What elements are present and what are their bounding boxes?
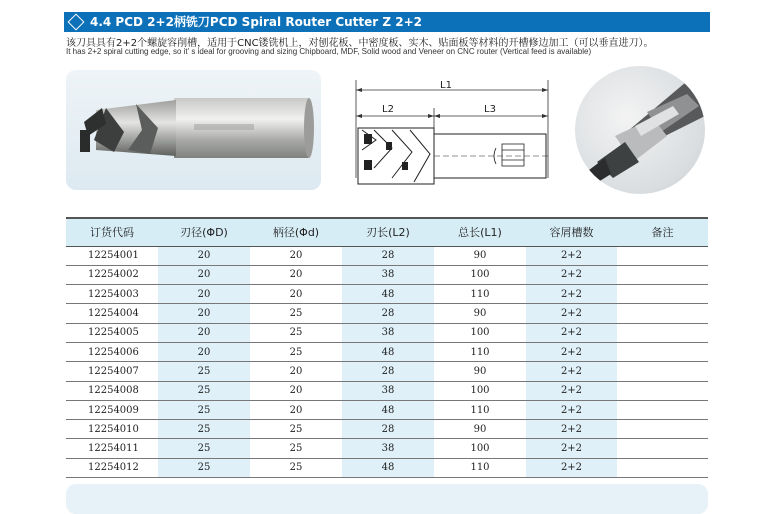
cutter-closeup-icon [575,66,705,194]
cell-order-code: 12254011 [66,439,158,458]
cell-flutes: 2+2 [526,400,617,419]
cell-overall-length: 100 [434,323,526,342]
table-row [66,420,708,439]
header-flutes: 容屑槽数 [526,218,617,246]
table-row [66,362,708,381]
cell-shank-diameter: 25 [250,420,342,439]
cell-cutting-diameter: 25 [158,400,250,419]
cell-remarks [617,458,708,477]
header-cutting-diameter: 刃径(ΦD) [158,218,250,246]
cell-order-code: 12254003 [66,285,158,304]
cell-shank-diameter: 20 [250,362,342,381]
description-en: It has 2+2 spiral cutting edge, so it’ s ideal for grooving and sizing Chipboard, MDF, Solid wood and Veneer on CNC router (Vertical feed is available) [66,47,592,56]
cell-overall-length: 100 [434,439,526,458]
router-cutter-icon [66,70,321,190]
cell-cutting-diameter: 20 [158,304,250,323]
header-overall-length: 总长(L1) [434,218,526,246]
table-row [66,304,708,323]
cell-order-code: 12254008 [66,381,158,400]
spec-table [66,217,708,478]
cell-cutting-diameter: 20 [158,285,250,304]
cell-cutting-length: 38 [342,265,434,284]
cell-order-code: 12254010 [66,420,158,439]
cell-shank-diameter: 25 [250,323,342,342]
header-shank-diameter: 柄径(Φd) [250,218,342,246]
cell-cutting-diameter: 25 [158,458,250,477]
cell-remarks [617,400,708,419]
cell-shank-diameter: 20 [250,400,342,419]
cell-flutes: 2+2 [526,420,617,439]
cell-cutting-length: 48 [342,400,434,419]
cell-flutes: 2+2 [526,458,617,477]
cell-order-code: 12254009 [66,400,158,419]
cell-shank-diameter: 20 [250,246,342,265]
product-closeup-photo [575,66,705,194]
product-photo [66,70,321,190]
cell-flutes: 2+2 [526,246,617,265]
cell-cutting-length: 38 [342,323,434,342]
cell-cutting-diameter: 25 [158,381,250,400]
cell-order-code: 12254001 [66,246,158,265]
cell-cutting-diameter: 20 [158,265,250,284]
table-row [66,246,708,265]
cell-overall-length: 110 [434,458,526,477]
technical-drawing [352,78,552,186]
header-remarks: 备注 [617,218,708,246]
cell-shank-diameter: 25 [250,458,342,477]
cell-flutes: 2+2 [526,381,617,400]
cell-order-code: 12254007 [66,362,158,381]
cell-order-code: 12254012 [66,458,158,477]
cell-cutting-diameter: 25 [158,439,250,458]
cell-remarks [617,285,708,304]
cell-remarks [617,342,708,361]
table-row [66,342,708,361]
cell-cutting-length: 28 [342,362,434,381]
cell-overall-length: 90 [434,246,526,265]
cell-overall-length: 110 [434,285,526,304]
cell-shank-diameter: 25 [250,342,342,361]
l3-label: L3 [484,104,496,115]
cell-remarks [617,439,708,458]
cell-cutting-length: 28 [342,246,434,265]
cell-overall-length: 90 [434,304,526,323]
cell-flutes: 2+2 [526,304,617,323]
cell-cutting-diameter: 20 [158,246,250,265]
cell-flutes: 2+2 [526,362,617,381]
cell-cutting-length: 48 [342,285,434,304]
cell-remarks [617,246,708,265]
table-row [66,439,708,458]
header-cutting-length: 刃长(L2) [342,218,434,246]
cell-remarks [617,381,708,400]
cell-cutting-length: 38 [342,381,434,400]
l2-label: L2 [382,104,394,115]
cell-cutting-diameter: 20 [158,323,250,342]
cell-cutting-diameter: 20 [158,342,250,361]
diamond-icon [68,14,85,31]
cell-shank-diameter: 25 [250,439,342,458]
cell-shank-diameter: 25 [250,304,342,323]
footer-panel [66,484,708,514]
table-row [66,265,708,284]
section-title: 4.4 PCD 2+2柄铣刀PCD Spiral Router Cutter Z 2+2 [90,15,423,29]
cell-overall-length: 110 [434,400,526,419]
table-row [66,458,708,477]
table-header-row [66,218,708,246]
cell-cutting-length: 28 [342,420,434,439]
cell-remarks [617,265,708,284]
cell-overall-length: 90 [434,420,526,439]
cell-order-code: 12254005 [66,323,158,342]
l1-label: L1 [440,80,452,91]
cell-flutes: 2+2 [526,342,617,361]
cell-overall-length: 100 [434,265,526,284]
cell-cutting-diameter: 25 [158,420,250,439]
cell-order-code: 12254004 [66,304,158,323]
table-row [66,381,708,400]
cell-shank-diameter: 20 [250,265,342,284]
cell-overall-length: 100 [434,381,526,400]
cell-cutting-length: 48 [342,342,434,361]
cell-order-code: 12254006 [66,342,158,361]
cell-flutes: 2+2 [526,323,617,342]
cell-remarks [617,420,708,439]
cell-shank-diameter: 20 [250,381,342,400]
table-row [66,285,708,304]
table-row [66,323,708,342]
cell-shank-diameter: 20 [250,285,342,304]
cell-overall-length: 110 [434,342,526,361]
cell-overall-length: 90 [434,362,526,381]
cell-cutting-length: 28 [342,304,434,323]
cell-cutting-length: 38 [342,439,434,458]
cell-cutting-length: 48 [342,458,434,477]
cell-order-code: 12254002 [66,265,158,284]
cell-remarks [617,362,708,381]
cell-flutes: 2+2 [526,265,617,284]
table-row [66,400,708,419]
cell-remarks [617,323,708,342]
description-cn: 该刀具具有2+2个螺旋容削槽，适用于CNC镂铣机上，对刨花板、中密度板、实木、贴面板等材料的开槽修边加工（可以垂直进刀）。 [66,38,654,49]
cell-flutes: 2+2 [526,285,617,304]
cell-remarks [617,304,708,323]
cell-cutting-diameter: 25 [158,362,250,381]
cell-flutes: 2+2 [526,439,617,458]
section-header [64,12,710,32]
header-order-code: 订货代码 [66,218,158,246]
